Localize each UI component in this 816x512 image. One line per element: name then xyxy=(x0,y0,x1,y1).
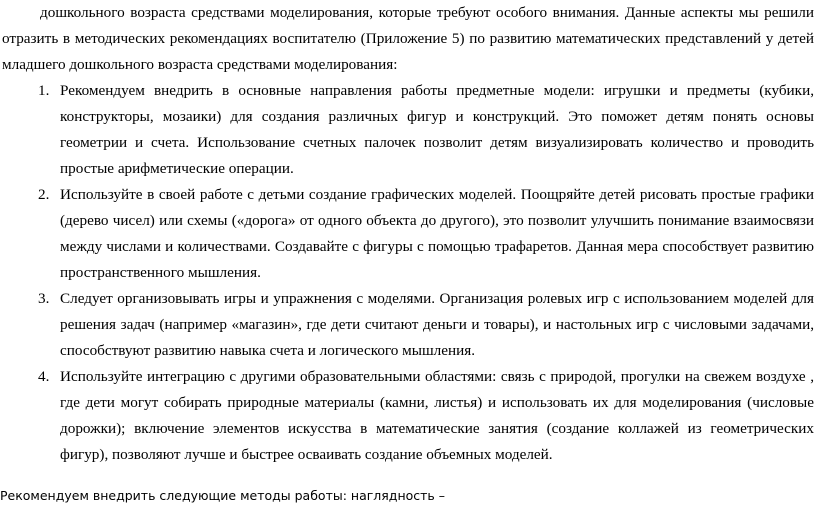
list-item-text: Используйте интеграцию с другими образовательными областями: связь с природой, прогулки на свежем воздухе , где дети могут собирать природные материалы (камни, листья) и использовать их для моделирования (числовые дорожки); включение элементов искусства в математические занятия (создание коллажей из геометрических фигур), позволяют лучше и быстрее осваивать создание объемных моделей. xyxy=(60,368,814,463)
list-item-number: 2. xyxy=(38,186,50,203)
intro-paragraph: дошкольного возраста средствами моделирования, которые требуют особого внимания. Данные аспекты мы решили отразить в методических рекомендациях воспитателю (Приложение 5) по развитию математических представлений у детей младшего дошкольного возраста средствами моделирования: xyxy=(2,4,814,73)
list-item-number: 3. xyxy=(38,290,50,307)
footer-text: Рекомендуем внедрить следующие методы работы: наглядность – xyxy=(0,488,446,503)
list-item-number: 1. xyxy=(38,82,50,99)
recommendations-list xyxy=(0,78,816,468)
list-item xyxy=(0,286,816,364)
list-item xyxy=(0,364,816,468)
list-item-text: Используйте в своей работе с детьми создание графических моделей. Поощряйте детей рисовать простые графики (дерево чисел) или схемы («дорога» от одного объекта до другого), это позволит улучшить понимание взаимосвязи между числами и количествами. Создавайте с фигуры с помощью трафаретов. Данная мера способствует развитию пространственного мышления. xyxy=(60,186,814,281)
list-item-text: Следует организовывать игры и упражнения с моделями. Организация ролевых игр с использованием моделей для решения задач (например «магазин», где дети считают деньги и товары), и настольных игр с числовыми задачами, способствуют развитию навыка счета и логического мышления. xyxy=(60,290,814,359)
list-item-text: Рекомендуем внедрить в основные направления работы предметные модели: игрушки и предметы (кубики, конструкторы, мозаики) для создания различных фигур и конструкций. Это поможет детям понять основы геометрии и счета. Использование счетных палочек позволит детям визуализировать количество и проводить простые арифметические операции. xyxy=(60,82,814,177)
list-item xyxy=(0,78,816,182)
list-item xyxy=(0,182,816,286)
list-item-number: 4. xyxy=(38,368,50,385)
